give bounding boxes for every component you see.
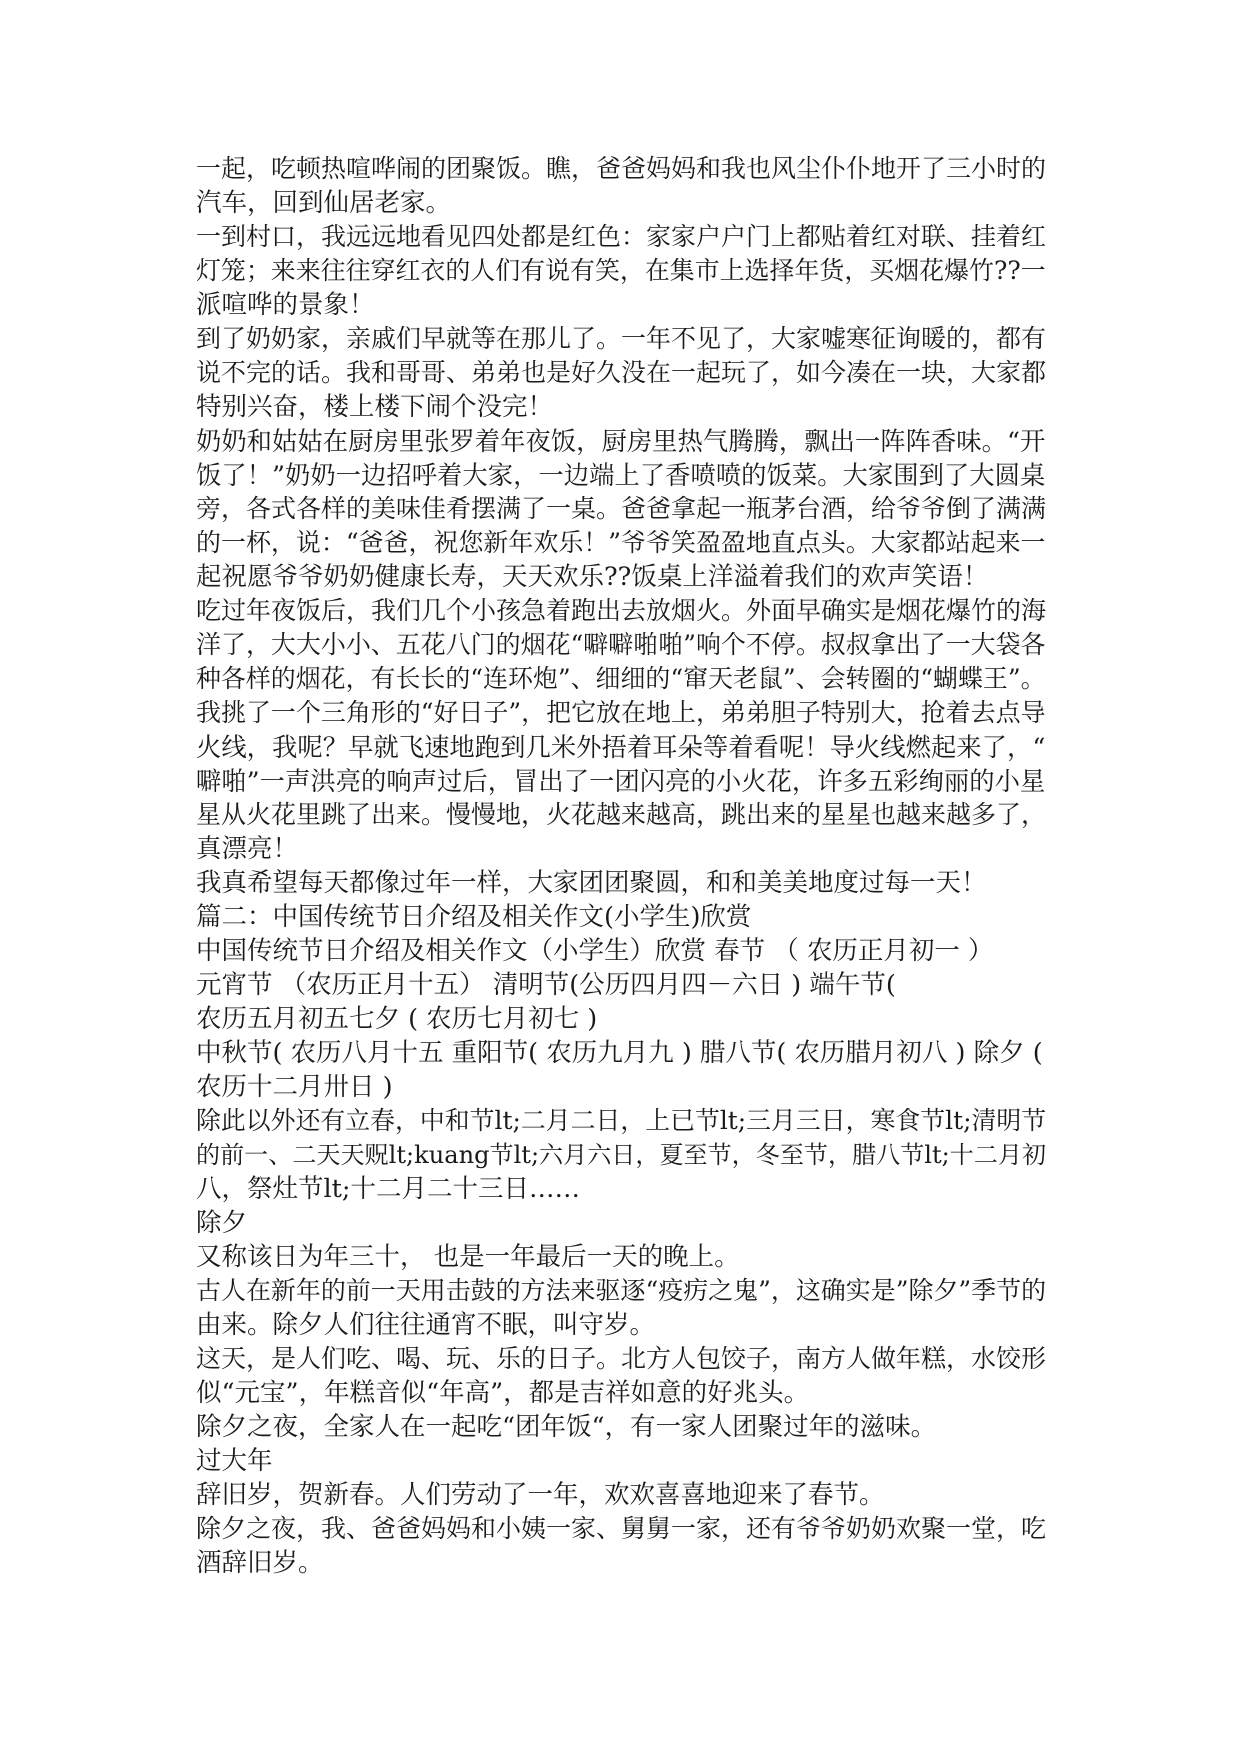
text-line: 篇二：中国传统节日介绍及相关作文(小学生)欣赏 [196,902,752,932]
text-line: 到了奶奶家，亲戚们早就等在那儿了。一年不见了，大家嘘寒征询暖的，都有 [196,324,1047,353]
document-body [196,152,1046,1580]
text-line: 灯笼；来来往往穿红衣的人们有说有笑，在集市上选择年货，买烟花爆竹??一 [196,256,1046,285]
text-line: 种各样的烟花，有长长的“连环炮”、细细的“窜天老鼠”、会转圈的“蝴蝶王”。 [196,664,1046,693]
text-line: 火线，我呢？早就飞速地跑到几米外捂着耳朵等着看呢！导火线燃起来了，“ [196,732,1046,762]
text-line: 奶奶和姑姑在厨房里张罗着年夜饭，厨房里热气腾腾，飘出一阵阵香味。“开 [196,426,1046,456]
text-line: 的一杯，说：“爸爸，祝您新年欢乐！”爷爷笑盈盈地直点头。大家都站起来一 [196,528,1046,557]
text-line: 汽车，回到仙居老家。 [196,188,452,218]
text-line: 旁，各式各样的美味佳肴摆满了一桌。爸爸拿起一瓶茅台酒，给爷爷倒了满满 [196,494,1047,523]
text-line: 除夕之夜，我、爸爸妈妈和小姨一家、舅舅一家，还有爷爷奶奶欢聚一堂，吃 [196,1514,1047,1543]
text-line: 的前一、二天天贶lt;kuang节lt;六月六日，夏至节，冬至节，腊八节lt;十二月初 [196,1141,1047,1169]
text-line: 我挑了一个三角形的“好日子”，把它放在地上，弟弟胆子特别大，抢着去点导 [196,698,1046,727]
text-line: 派喧哗的景象！ [196,290,375,320]
text-line: 元宵节 （农历正月十五） 清明节(公历四月四－六日 ) 端午节( [196,970,896,1000]
text-line: 吃过年夜饭后，我们几个小孩急着跑出去放烟火。外面早确实是烟花爆竹的海 [196,596,1047,625]
text-line: 八，祭灶节lt;十二月二十三日…… [196,1174,580,1204]
text-line: 起祝愿爷爷奶奶健康长寿，天天欢乐??饭桌上洋溢着我们的欢声笑语！ [196,562,989,592]
text-line: 说不完的话。我和哥哥、弟弟也是好久没在一起玩了，如今凑在一块，大家都 [196,358,1047,387]
text-line: 除此以外还有立春，中和节lt;二月二日，上已节lt;三月三日，寒食节lt;清明节 [196,1106,1047,1135]
text-line: 酒辞旧岁。 [196,1548,324,1578]
text-line: 似“元宝”，年糕音似“年高”，都是吉祥如意的好兆头。 [196,1378,810,1408]
text-line: 饭了！”奶奶一边招呼着大家，一边端上了香喷喷的饭菜。大家围到了大圆桌 [196,460,1046,490]
text-line: 洋了，大大小小、五花八门的烟花“噼噼啪啪”响个不停。叔叔拿出了一大袋各 [196,630,1046,659]
text-line: 中国传统节日介绍及相关作文（小学生）欣赏 春节 （ 农历正月初一 ） [196,936,994,966]
text-line: 农历十二月卅日 ) [196,1072,393,1102]
text-line: 除夕 [196,1208,248,1238]
text-line: 中秋节( 农历八月十五 重阳节( 农历九月九 ) 腊八节( 农历腊月初八 ) 除夕 ( [196,1038,1043,1068]
text-line: 特别兴奋，楼上楼下闹个没完！ [196,392,554,422]
text-line: 古人在新年的前一天用击鼓的方法来驱逐“疫疠之鬼”，这确实是”除夕”季节的 [196,1276,1047,1305]
text-line: 我真希望每天都像过年一样，大家团团聚圆，和和美美地度过每一天！ [196,868,987,898]
text-line: 又称该日为年三十， 也是一年最后一天的晚上。 [196,1242,740,1272]
text-line: 噼啪”一声洪亮的响声过后，冒出了一团闪亮的小火花，许多五彩绚丽的小星 [196,766,1046,796]
text-line: 一起，吃顿热喧哗闹的团聚饭。瞧，爸爸妈妈和我也风尘仆仆地开了三小时的 [196,154,1047,183]
text-line: 真漂亮！ [196,834,299,864]
text-line: 除夕之夜，全家人在一起吃“团年饭“，有一家人团聚过年的滋味。 [196,1412,937,1442]
text-line: 星从火花里跳了出来。慢慢地，火花越来越高，跳出来的星星也越来越多了， [196,800,1047,829]
text-line: 这天，是人们吃、喝、玩、乐的日子。北方人包饺子，南方人做年糕，水饺形 [196,1344,1047,1373]
text-line: 辞旧岁，贺新春。人们劳动了一年，欢欢喜喜地迎来了春节。 [196,1480,885,1510]
text-line: 农历五月初五七夕 ( 农历七月初七 ) [196,1004,598,1034]
text-line: 过大年 [196,1446,273,1476]
text-line: 一到村口，我远远地看见四处都是红色：家家户户门上都贴着红对联、挂着红 [196,222,1047,251]
text-line: 由来。除夕人们往往通宵不眠，叫守岁。 [196,1310,656,1340]
